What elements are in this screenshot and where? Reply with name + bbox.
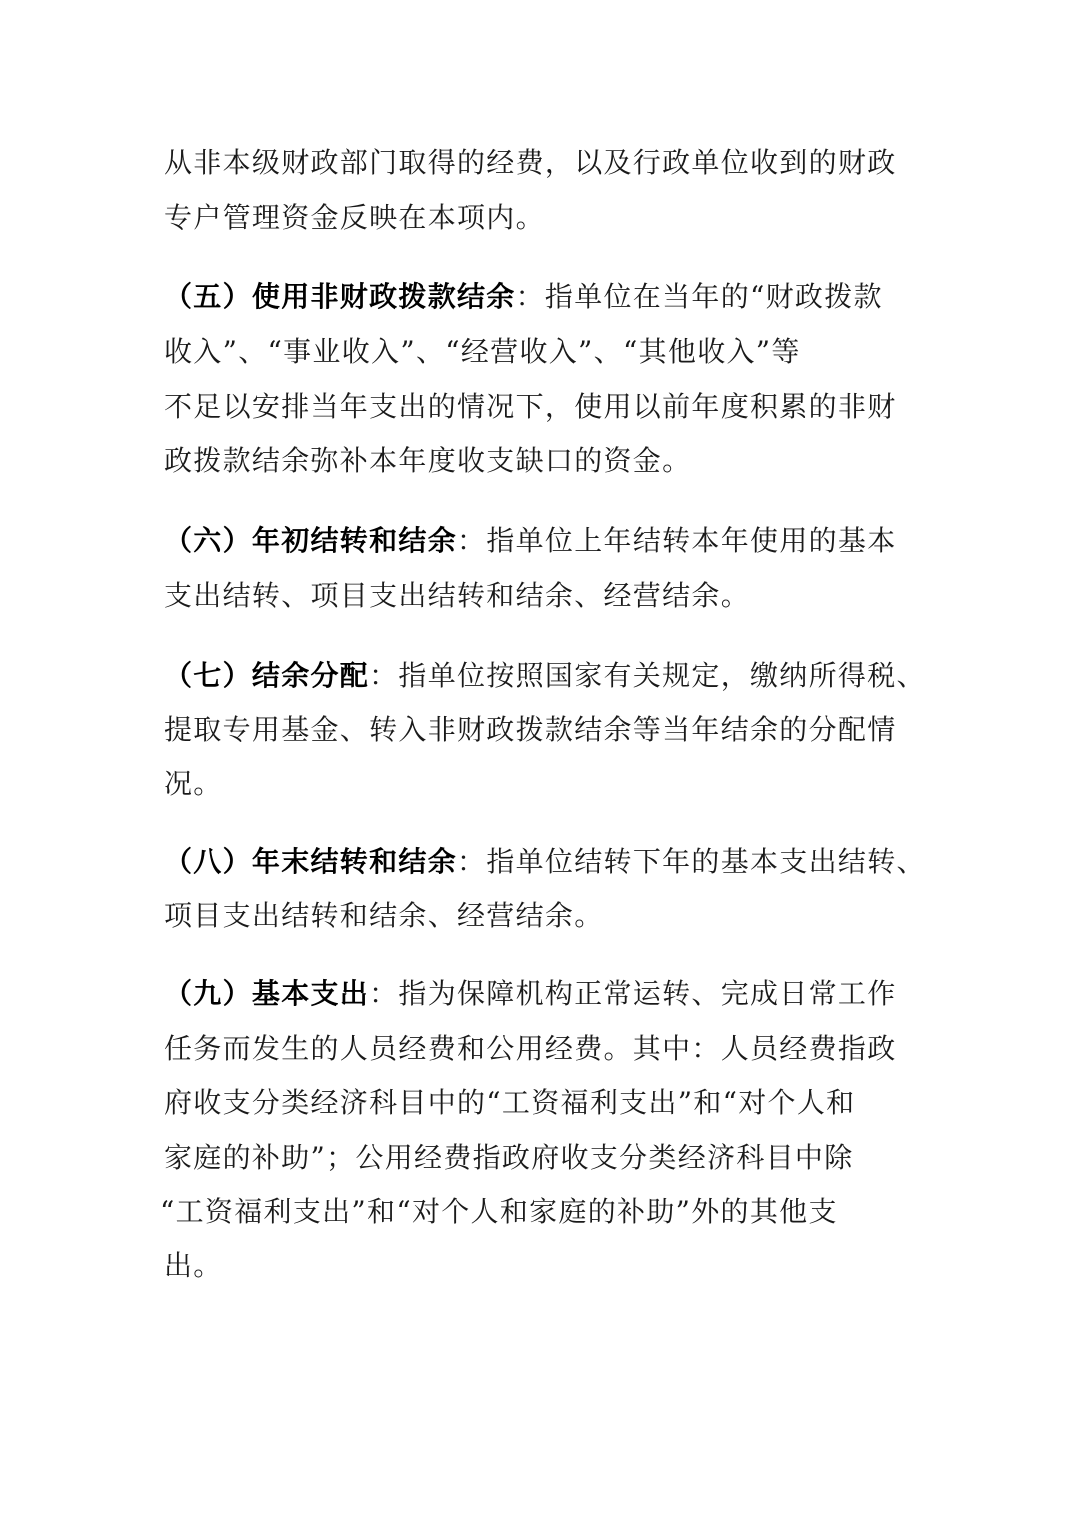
term-heading: （六）年初结转和结余 bbox=[164, 524, 458, 557]
term-heading: （九）基本支出 bbox=[164, 977, 370, 1010]
line-text: ：指单位上年结转本年使用的基本 bbox=[457, 524, 897, 557]
text-line bbox=[164, 334, 801, 370]
term-heading: （八）年末结转和结余 bbox=[164, 845, 458, 878]
line-text: 支出结转、项目支出结转和结余、经营结余。 bbox=[164, 579, 751, 612]
text-line bbox=[164, 1085, 855, 1121]
text-line bbox=[164, 1140, 854, 1176]
term-heading: （七）结余分配 bbox=[164, 659, 370, 692]
line-text: 专户管理资金反映在本项内。 bbox=[164, 201, 545, 234]
text-line bbox=[164, 279, 883, 315]
text-line bbox=[164, 766, 223, 802]
text-line bbox=[164, 898, 604, 934]
line-text: 出。 bbox=[164, 1249, 223, 1282]
line-text: 家庭的补助”；公用经费指政府收支分类经济科目中除 bbox=[164, 1141, 854, 1174]
line-text: 收入”、“事业收入”、“经营收入”、“其他收入”等 bbox=[164, 335, 801, 368]
line-text: 政拨款结余弥补本年度收支缺口的资金。 bbox=[164, 444, 692, 477]
text-line bbox=[164, 389, 897, 425]
line-text: 从非本级财政部门取得的经费，以及行政单位收到的财政 bbox=[164, 146, 897, 179]
line-text: 任务而发生的人员经费和公用经费。其中：人员经费指政 bbox=[164, 1032, 897, 1065]
line-text: 项目支出结转和结余、经营结余。 bbox=[164, 899, 604, 932]
line-text: 况。 bbox=[164, 767, 223, 800]
text-line bbox=[164, 712, 897, 748]
text-line bbox=[164, 200, 545, 236]
line-text: 不足以安排当年支出的情况下，使用以前年度积累的非财 bbox=[164, 390, 897, 423]
line-text: 提取专用基金、转入非财政拨款结余等当年结余的分配情 bbox=[164, 713, 897, 746]
text-line bbox=[164, 658, 926, 694]
line-text: ：指为保障机构正常运转、完成日常工作 bbox=[369, 977, 897, 1010]
term-heading: （五）使用非财政拨款结余 bbox=[164, 280, 516, 313]
text-line bbox=[164, 1031, 897, 1067]
text-line bbox=[164, 443, 691, 479]
text-line bbox=[164, 578, 750, 614]
text-line bbox=[160, 1194, 838, 1230]
text-line bbox=[164, 145, 897, 181]
text-line bbox=[164, 523, 897, 559]
line-text: 府收支分类经济科目中的“工资福利支出”和“对个人和 bbox=[164, 1086, 856, 1119]
text-line bbox=[164, 1248, 223, 1284]
line-text: ：指单位结转下年的基本支出结转、 bbox=[457, 845, 926, 878]
text-line bbox=[164, 844, 926, 880]
text-line bbox=[164, 976, 897, 1012]
line-text: ：指单位在当年的“财政拨款 bbox=[515, 280, 883, 313]
line-text: ：指单位按照国家有关规定，缴纳所得税、 bbox=[369, 659, 926, 692]
line-text: “工资福利支出”和“对个人和家庭的补助”外的其他支 bbox=[160, 1195, 838, 1228]
